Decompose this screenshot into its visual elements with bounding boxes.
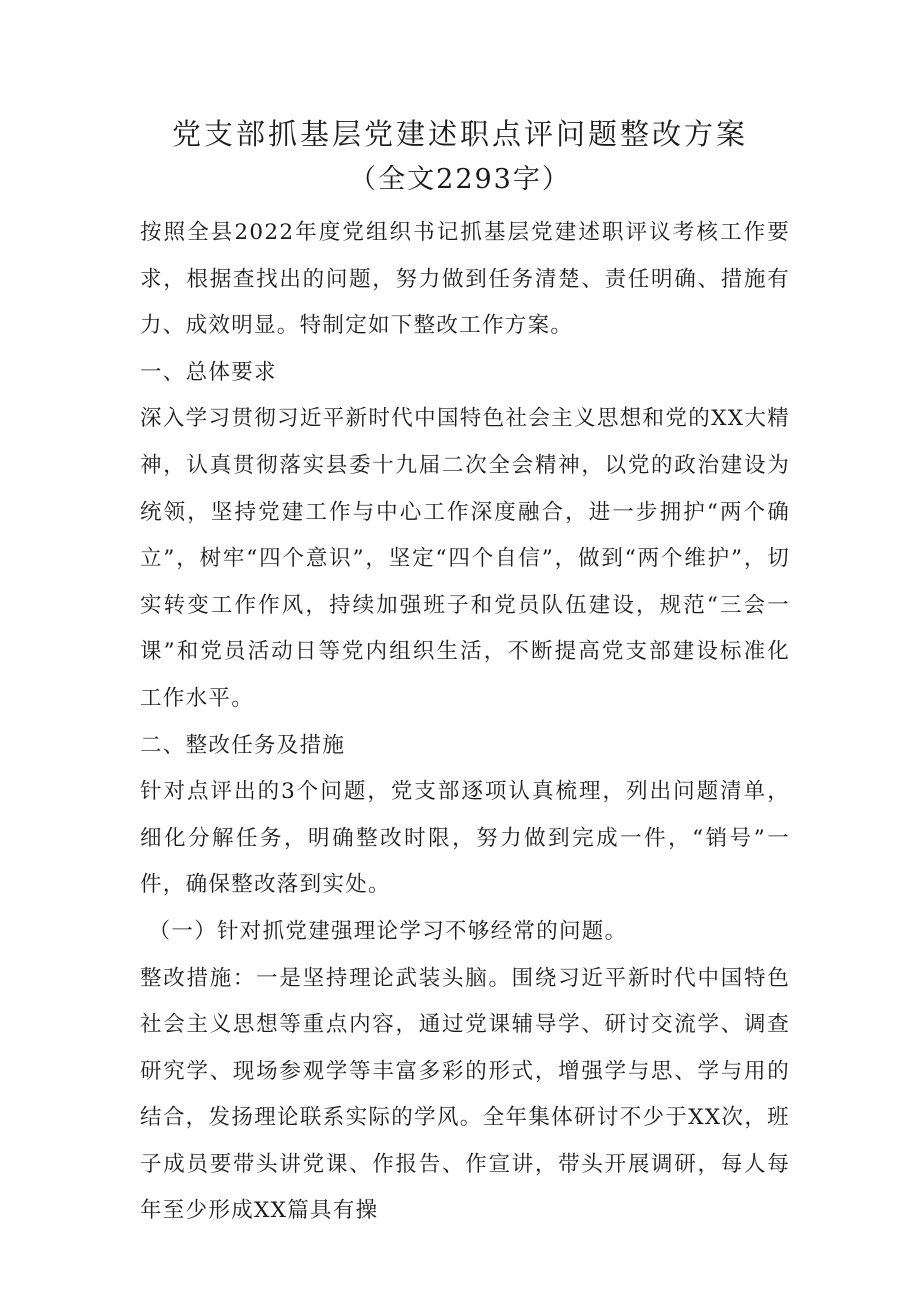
document-title: 党支部抓基层党建述职点评问题整改方案 (171, 117, 748, 151)
rectification-measures-paragraph: 整改措施：一是坚持理论武装头脑。围绕习近平新时代中国特色社会主义思想等重点内容，通过党课辅导学、研讨交流学、调查研究学、现场参观学等丰富多彩的形式，增强学与思、学与用的结合，发扬理论联系实际的学风。全年集体研讨不少于XX次，班子成员要带头讲党课、作报告、作宣讲，带头开展调研，每人每年至少形成XX篇具有操 (140, 965, 790, 1224)
subsection-heading-theory-study: （一）针对抓党建强理论学习不够经常的问题。 (148, 918, 628, 944)
section-heading-general-requirements: 一、总体要求 (140, 359, 277, 385)
tasks-measures-paragraph: 针对点评出的3个问题，党支部逐项认真梳理，列出问题清单，细化分解任务，明确整改时限，努力做到完成一件，“销号”一件，确保整改落到实处。 (140, 779, 790, 898)
general-requirements-paragraph: 深入学习贯彻习近平新时代中国特色社会主义思想和党的XX大精神，认真贯彻落实县委十九届二次全会精神，以党的政治建设为统领，坚持党建工作与中心工作深度融合，进一步拥护“两个确立”，树牢“四个意识”，坚定“四个自信”，做到“两个维护”，切实转变工作作风，持续加强班子和党员队伍建设，规范“三会一课”和党员活动日等党内组织生活，不断提高党支部建设标准化工作水平。 (140, 406, 790, 711)
document-body (140, 210, 790, 1235)
section-heading-tasks-measures: 二、整改任务及措施 (140, 732, 346, 758)
intro-paragraph: 按照全县2022年度党组织书记抓基层党建述职评议考核工作要求，根据查找出的问题，努力做到任务清楚、责任明确、措施有力、成效明显。特制定如下整改工作方案。 (140, 220, 790, 339)
document-subtitle: （全文2293字） (349, 164, 571, 195)
